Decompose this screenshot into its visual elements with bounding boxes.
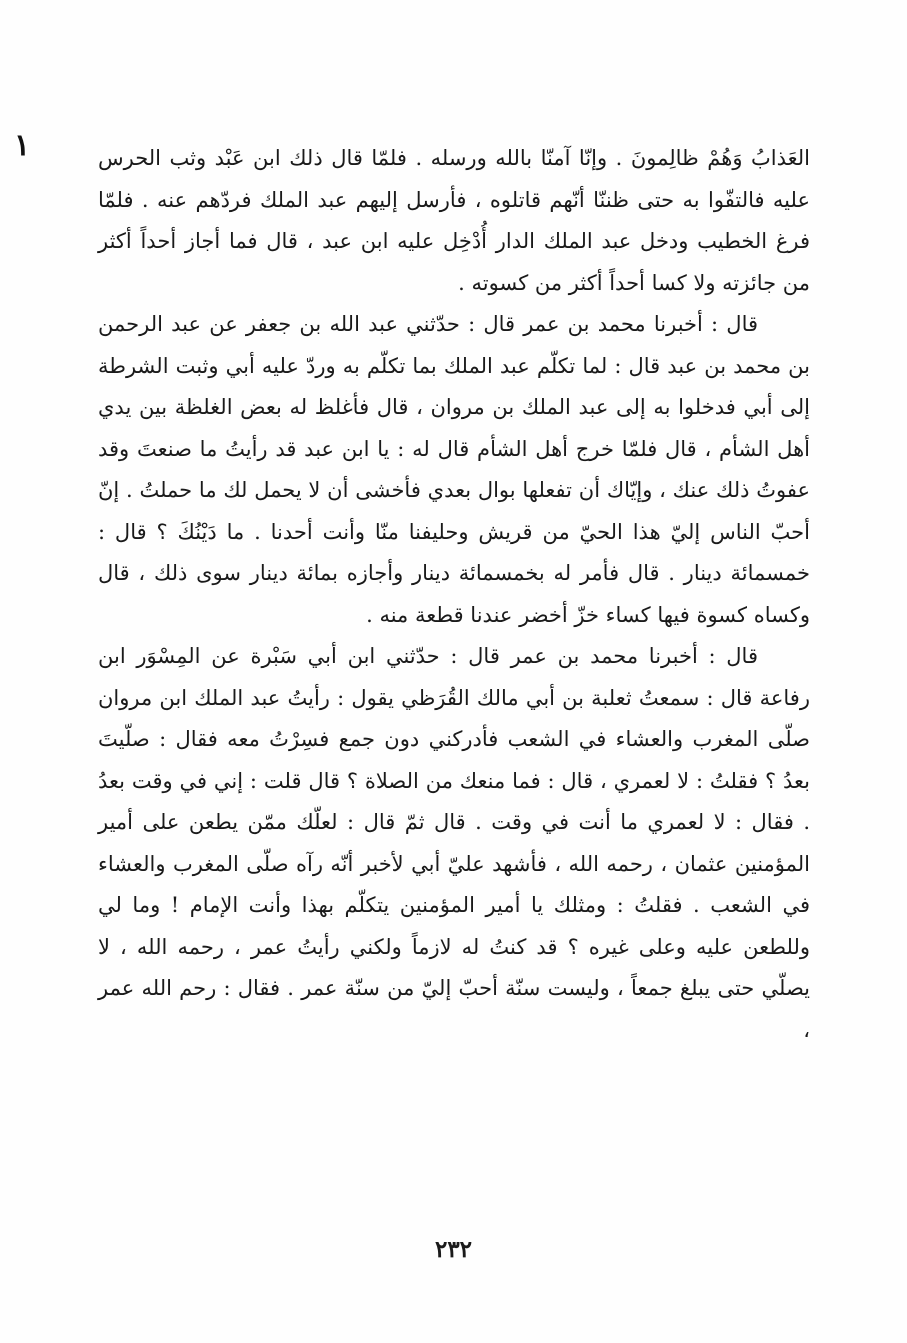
body-text [98,138,810,1051]
paragraph-3: قال : أخبرنا محمد بن عمر قال : حدّثني ابن أبي سَبْرة عن المِسْوَر ابن رفاعة قال : سمعتُ ثعلبة بن أبي مالك القُرَظي يقول : رأيتُ عبد الملك ابن مروان صلّى المغرب والعشاء في الشعب فأدركني دون جمع فسِرْتُ معه فقال : صلّيتَ بعدُ ؟ فقلتُ : لا لعمري ، قال : فما منعك من الصلاة ؟ قال قلت : إني في وقت بعدُ . فقال : لا لعمري ما أنت في وقت . قال ثمّ قال : لعلّك ممّن يطعن على أمير المؤمنين عثمان ، رحمه الله ، فأشهد عليّ أبي لأخبر أنّه رآه صلّى المغرب والعشاء في الشعب . فقلتُ : ومثلك يا أمير المؤمنين يتكلّم بهذا وأنت الإمام ! وما لي وللطعن عليه وعلى غيره ؟ قد كنتُ له لازماً ولكني رأيتُ عمر ، رحمه الله ، لا يصلّي حتى يبلغ جمعاً ، وليست سنّة أحبّ إليّ من سنّة عمر . فقال : رحم الله عمر ، [98,644,810,1042]
paragraph-2: قال : أخبرنا محمد بن عمر قال : حدّثني عبد الله بن جعفر عن عبد الرحمن بن محمد بن عبد قال : لما تكلّم عبد الملك بما تكلّم به وردّ عليه أبي وثبت الشرطة إلى أبي فدخلوا به إلى عبد الملك بن مروان ، قال فأغلظ له بعض الغلظة بين يدي أهل الشأم ، قال فلمّا خرج أهل الشأم قال له : يا ابن عبد قد رأيتُ ما صنعتَ وقد عفوتُ ذلك عنك ، وإيّاك أن تفعلها بوال بعدي فأخشى أن لا يحمل لك ما حملتُ . إنّ أحبّ الناس إليّ هذا الحيّ من قريش وحليفنا منّا وأنت أحدنا . ما دَيْنُكَ ؟ قال : خمسمائة دينار . قال فأمر له بخمسمائة دينار وأجازه بمائة دينار سوى ذلك ، قال وكساه كسوة فيها كساء خزّ أخضر عندنا قطعة منه . [98,312,810,627]
paragraph-1: العَذابُ وَهُمْ ظالِمونَ . وإنّا آمنّا بالله ورسله . فلمّا قال ذلك ابن عَبْد وثب الحرس عليه فالتفّوا به حتى ظننّا أنّهم قاتلوه ، فأرسل إليهم عبد الملك فردّهم عنه . فلمّا فرغ الخطيب ودخل عبد الملك الدار أُدْخِل عليه ابن عبد ، قال فما أجاز أحداً أكثر من جائزته ولا كسا أحداً أكثر من كسوته . [98,146,810,295]
margin-mark: ١ [14,128,31,163]
page-number: ٢٣٢ [434,1236,473,1263]
